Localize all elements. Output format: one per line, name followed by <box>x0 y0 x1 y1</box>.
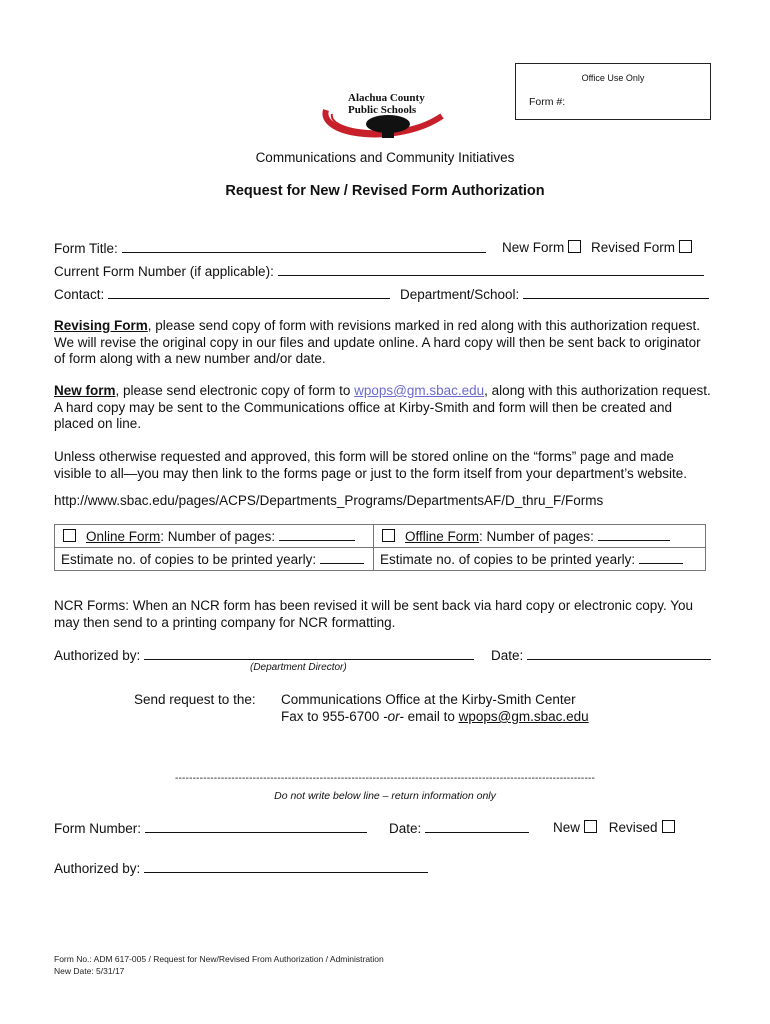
department-name: Communications and Community Initiatives <box>255 150 515 165</box>
logo-text-line2: Public Schools <box>348 104 417 116</box>
divider-note: Do not write below line – return information only <box>274 790 496 802</box>
offline-estimate-label: Estimate no. of copies to be printed yearly: <box>380 552 636 567</box>
authorized-label: Authorized by: <box>54 648 141 663</box>
footer <box>54 953 384 977</box>
offline-pages-label: : Number of pages: <box>479 529 594 544</box>
newform-email-link[interactable]: wpops@gm.sbac.edu <box>354 383 485 398</box>
new-form-checkbox[interactable] <box>568 240 581 253</box>
office-use-title: Office Use Only <box>581 73 645 83</box>
director-note: (Department Director) <box>250 662 347 673</box>
bottom-new-checkbox[interactable] <box>584 820 597 833</box>
bottom-form-number-field[interactable] <box>145 820 367 833</box>
department-field[interactable] <box>523 286 709 299</box>
department-row <box>400 286 709 302</box>
send-email-pre: email to <box>403 709 459 724</box>
newform-post: , along with this authorization request. A hard copy may be sent to the Communications office at Kirby-Smith and form will then be created and placed on line. <box>54 383 711 431</box>
form-type-row <box>502 240 692 255</box>
revising-paragraph <box>54 318 714 368</box>
contact-row <box>54 286 390 302</box>
online-pages-field[interactable] <box>279 528 355 541</box>
bottom-type-row <box>553 820 675 835</box>
online-form-checkbox[interactable] <box>63 529 76 542</box>
authorized-date-field[interactable] <box>527 647 711 660</box>
authorized-field[interactable] <box>144 647 474 660</box>
online-estimate-cell <box>55 548 374 571</box>
contact-field[interactable] <box>108 286 390 299</box>
offline-estimate-cell <box>374 548 706 571</box>
revised-form-label: Revised Form <box>591 240 676 255</box>
form-title-label: Form Title: <box>54 241 118 256</box>
storage-paragraph: Unless otherwise requested and approved, this form will be stored online on the “forms” page and made visible to all—you may then link to the forms page or just to the form itself from your department’s website. <box>54 449 688 481</box>
bottom-date-field[interactable] <box>425 820 529 833</box>
online-form-label: Online Form <box>86 529 161 544</box>
bottom-authorized-field[interactable] <box>144 860 428 873</box>
send-line2 <box>281 709 589 724</box>
authorized-date-label: Date: <box>491 648 524 663</box>
contact-label: Contact: <box>54 287 105 302</box>
current-number-field[interactable] <box>278 263 704 276</box>
revising-lead: Revising Form <box>54 318 148 333</box>
current-number-row <box>54 263 704 279</box>
page-title: Request for New / Revised Form Authorization <box>225 183 545 199</box>
footer-form-number: Form No.: ADM 617-005 / Request for New/Revised From Authorization / Administration <box>54 954 384 964</box>
bottom-authorized-label: Authorized by: <box>54 861 141 876</box>
bottom-date-row <box>389 820 529 836</box>
current-number-label: Current Form Number (if applicable): <box>54 264 274 279</box>
bottom-new-label: New <box>553 820 581 835</box>
form-title-row <box>54 240 486 256</box>
bottom-form-number-row <box>54 820 367 836</box>
online-form-cell <box>55 525 374 548</box>
revised-form-checkbox[interactable] <box>679 240 692 253</box>
send-line1: Communications Office at the Kirby-Smith Center <box>281 692 576 707</box>
online-pages-label: : Number of pages: <box>160 529 276 544</box>
bottom-revised-checkbox[interactable] <box>662 820 675 833</box>
send-or: -or- <box>383 709 404 724</box>
newform-pre: , please send electronic copy of form to <box>115 383 355 398</box>
ncr-paragraph: NCR Forms: When an NCR form has been revised it will be sent back via hard copy or electronic copy. You may then send to a printing company for NCR formatting. <box>54 598 694 630</box>
authorized-date-row <box>491 647 711 663</box>
online-estimate-field[interactable] <box>320 551 364 564</box>
bottom-revised-label: Revised <box>608 820 658 835</box>
forms-url: http://www.sbac.edu/pages/ACPS/Departments_Programs/DepartmentsAF/D_thru_F/Forms <box>54 493 604 508</box>
revising-text: , please send copy of form with revisions marked in red along with this authorization request. We will revise the original copy in our files and update online. A hard copy will then be sent back to originator of form along with a new number and/or date. <box>54 318 701 366</box>
bottom-form-number-label: Form Number: <box>54 821 142 836</box>
offline-pages-field[interactable] <box>598 528 670 541</box>
newform-paragraph <box>54 383 714 433</box>
new-form-label: New Form <box>502 240 565 255</box>
offline-form-checkbox[interactable] <box>382 529 395 542</box>
authorized-row <box>54 647 474 663</box>
department-label: Department/School: <box>400 287 520 302</box>
office-use-box <box>515 63 711 120</box>
pages-table <box>54 524 706 571</box>
footer-date: New Date: 5/31/17 <box>54 966 125 976</box>
send-fax: Fax to 955-6700 <box>281 709 384 724</box>
offline-form-label: Offline Form <box>405 529 480 544</box>
bottom-authorized-row <box>54 860 428 876</box>
offline-estimate-field[interactable] <box>639 551 683 564</box>
logo-text-line1: Alachua County <box>348 92 425 104</box>
send-email-link[interactable]: wpops@gm.sbac.edu <box>458 709 589 724</box>
bottom-date-label: Date: <box>389 821 422 836</box>
offline-form-cell <box>374 525 706 548</box>
district-logo <box>318 88 453 148</box>
newform-lead: New form <box>54 383 116 398</box>
online-estimate-label: Estimate no. of copies to be printed yearly: <box>61 552 317 567</box>
send-label: Send request to the: <box>134 692 256 707</box>
divider-dashes: ----------------------------------------------------------------------------------------------------------------------- <box>174 773 596 784</box>
form-title-field[interactable] <box>122 240 486 253</box>
office-form-number-label: Form #: <box>529 96 566 108</box>
